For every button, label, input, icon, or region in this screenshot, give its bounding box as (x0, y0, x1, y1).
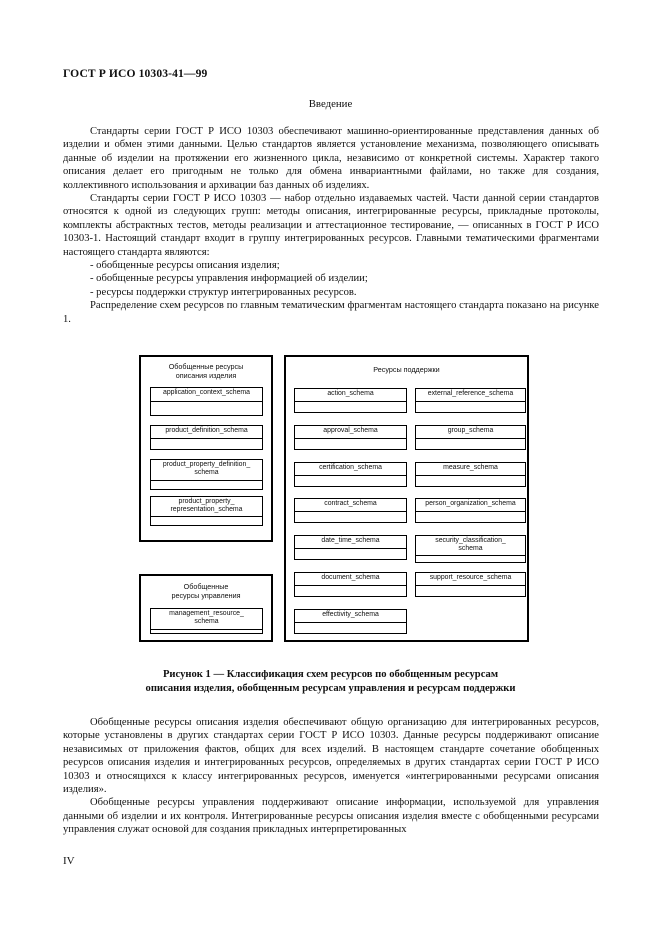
schema-box (415, 425, 526, 450)
schema-label: certification_schema (319, 464, 382, 471)
schema-box (415, 462, 526, 487)
schema-label: person_organization_schema (425, 500, 516, 507)
section-title: Введение (308, 98, 353, 110)
caption-line: Рисунок 1 — Классификация схем ресурсов по обобщенным ресурсам (162, 669, 499, 680)
schema-box (294, 425, 407, 450)
group-support (284, 355, 529, 642)
schema-label: date_time_schema (321, 537, 380, 544)
schema-label: external_reference_schema (427, 390, 514, 397)
paragraph: Стандарты серии ГОСТ Р ИСО 10303 обеспечивают машинно-ориентированные представления данных об изделии и обмен этими данными. Целью стандартов является установление механизма, позволяющего описывать данные об изделии на протяжении его жизненного цикла, независимо от конкретной системы. Характер такого описания делает его пригодным не только для обмена инвариантными файлами, но также для создания, коллективного использования и архивации баз данных об изделиях. (63, 126, 599, 191)
schema-box (294, 535, 407, 560)
list-item: - обобщенные ресурсы управления информацией об изделии; (90, 273, 368, 285)
schema-label: product_property_definition_ schema (162, 461, 251, 476)
schema-box (150, 425, 263, 450)
list-item: - обобщенные ресурсы описания изделия; (90, 260, 280, 272)
schema-box (294, 609, 407, 634)
schema-label: action_schema (327, 390, 374, 397)
schema-label: document_schema (321, 574, 380, 581)
schema-label: group_schema (447, 427, 494, 434)
intro-text-bottom (63, 716, 599, 837)
schema-box (294, 462, 407, 487)
schema-box (150, 608, 263, 634)
schema-label: product_property_ representation_schema (170, 498, 243, 513)
schema-box (415, 535, 526, 563)
group-title: Обобщенные ресурсы описания изделия (168, 362, 244, 380)
schema-box (294, 572, 407, 597)
schema-label: effectivity_schema (322, 611, 379, 618)
group-title: Ресурсы поддержки (373, 365, 440, 374)
schema-label: security_classification_ schema (435, 537, 506, 552)
schema-box (150, 459, 263, 490)
paragraph: Обобщенные ресурсы описания изделия обеспечивают общую организацию для интегрированных ресурсов, которые установлены в других стандартах серии ГОСТ Р ИСО 10303. Данные ресурсы поддерживают описание независимых от приложения фактов, общих для всех изделий. В настоящем стандарте сочетание обобщенных ресурсов описания изделия и интегрированных ресурсов, определяемых в других стандартах серии ГОСТ Р ИСО 10303 и относящихся к классу интегрированных ресурсов, именуется «интегрированными ресурсами описания изделия». (63, 717, 599, 796)
paragraph: Стандарты серии ГОСТ Р ИСО 10303 — набор отдельно издаваемых частей. Части данной серии стандартов относятся к одной из следующих групп: методы описания, интегрированные ресурсы, прикладные протоколы, комплекты абстрактных тестов, методы реализации и аттестационное тестирование, — описанных в ГОСТ Р ИСО 10303-1. Настоящий стандарт входит в группу интегрированных ресурсов. Главными тематическими фрагментами настоящего стандарта являются: (63, 193, 599, 258)
schema-box (415, 572, 526, 597)
caption-line: описания изделия, обобщенным ресурсам управления и ресурсам поддержки (145, 682, 516, 694)
schema-box (294, 498, 407, 523)
schema-label: measure_schema (443, 464, 498, 471)
schema-box (415, 388, 526, 413)
intro-text-top (63, 125, 599, 326)
schema-box (150, 496, 263, 526)
schema-label: product_definition_schema (165, 427, 248, 434)
schema-label: management_resource_ schema (169, 610, 244, 625)
schema-label: approval_schema (323, 427, 378, 434)
group-management (139, 574, 273, 642)
schema-box (294, 388, 407, 413)
schema-label: application_context_schema (163, 389, 250, 396)
group-title: Обобщенные ресурсы управления (171, 582, 241, 600)
document-header: ГОСТ Р ИСО 10303-41—99 (63, 67, 208, 80)
figure-caption (0, 668, 661, 695)
schema-box (415, 498, 526, 523)
paragraph: Обобщенные ресурсы управления поддерживают описание информации, используемой для управления данными об изделии и их контроля. Интегрированные ресурсы описания изделия вместе с обобщенными ресурсами управления служат основой для создания прикладных интерпретированных (63, 797, 599, 836)
schema-box (150, 387, 263, 416)
schema-label: contract_schema (324, 500, 377, 507)
paragraph: Распределение схем ресурсов по главным тематическим фрагментам настоящего стандарта показано на рисунке 1. (63, 300, 599, 325)
schema-label: support_resource_schema (429, 574, 512, 581)
group-product-description (139, 355, 273, 542)
list-item: - ресурсы поддержки структур интегрированных ресурсов. (90, 286, 357, 298)
page-number: IV (63, 855, 75, 867)
